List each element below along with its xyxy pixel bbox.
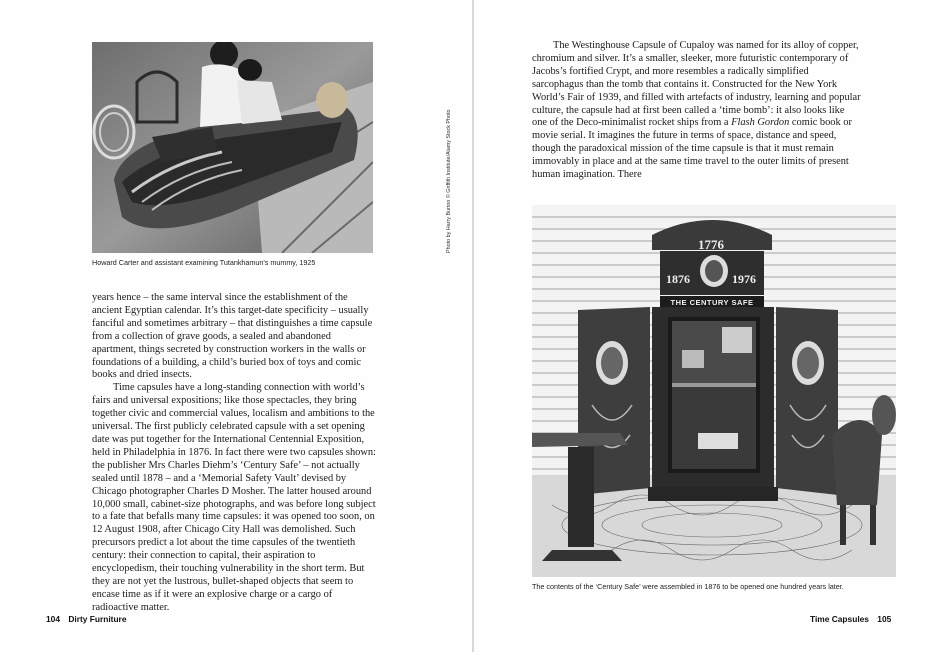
- folio-title: Time Capsules: [810, 614, 869, 624]
- page-number: 105: [877, 614, 892, 624]
- flash-gordon-title: Flash Gordon: [731, 117, 790, 129]
- century-safe-caption: The contents of the ‘Century Safe’ were assembled in 1876 to be opened one hundred years later.: [532, 582, 844, 591]
- left-page: [0, 0, 473, 652]
- carter-mummy-photo: [92, 42, 373, 253]
- folio-title: Dirty Furniture: [68, 614, 127, 624]
- year-left-label: 1876: [666, 272, 690, 286]
- paragraph-2: Time capsules have a long-standing connection with world’s fairs and universal expositions; like those spectacles, they bring together civic and commercial values, localism and ambitions to the universal. The first publicly celebrated capsule with a set opening date was put together for the International Centennial Exposition, held in Philadelphia in 1876. In fact there were two capsules shown: the publisher Mrs Charles Diehm’s ‘Century Safe’ – not actually sealed until 1878 – and a ‘Memorial Safety Vault’ devised by Chicago photographer Charles D Mosher. The latter housed around 10,000 small, cabinet-size photographs, and was before long subject to a fate that befalls many time capsules: it was opened too soon, on 12 August 1908, after Chicago City Hall was demolished. Such precursors predict a lot about the time capsules of the twentieth century: their connection to capital, their aspiration to encyclopedism, their touching vulnerability in the short term. But they are not yet the lustrous, bullet-shaped objects that seem to encase time as if it were an explosive charge or a cargo of radioactive matter.: [92, 382, 376, 613]
- left-body-text: [92, 292, 377, 615]
- paragraph-part-1: The Westinghouse Capsule of Cupaloy was named for its alloy of copper, chromium and silver. It’s a smaller, sleeker, more futuristic contemporary of Jacobs’s fortified Crypt, and more resembles a radically simplified sarcophagus than the tomb that contains it. Constructed for the New York World’s Fair of 1939, and filled with artefacts of industry, learning and popular culture, the capsule had at first been called a ‘time bomb’: it also looks like one of the Deco-minimalist rocket ships from a: [532, 40, 861, 129]
- paragraph-part-3: comic book or movie serial. It imagines the future in terms of space, distance and speed, though the paradoxical mission of the time capsule is that it must remain immovably in place and at the same time travel to the outer limits of present human imagination. There: [532, 117, 852, 181]
- folio-left: [46, 614, 126, 624]
- paragraph-1: years hence – the same interval since the establishment of the ancient Egyptian calendar. It’s this target-date specificity – usually fanciful and sometimes arbitrary – that distinguishes a time capsule from a collection of grave goods, a sealed and abandoned apartment, things secreted by construction workers in the walls or foundations of a building, a child’s buried box of toys and comic books and dried insects.: [92, 292, 373, 381]
- year-center-label: 1776: [698, 237, 724, 252]
- carter-photo-caption: Howard Carter and assistant examining Tutankhamun's mummy, 1925: [92, 258, 316, 267]
- westinghouse-paragraph: [532, 40, 862, 182]
- page-number: 104: [46, 614, 60, 624]
- right-body-text: [532, 40, 862, 182]
- right-page: [474, 0, 947, 652]
- folio-right: [810, 614, 891, 624]
- carter-photo-credit: Photo by Harry Burton © Griffith Institute/Alamy Stock Photo: [446, 109, 452, 253]
- year-right-label: 1976: [732, 272, 756, 286]
- century-safe-engraving: [532, 205, 896, 577]
- century-safe-banner: THE CENTURY SAFE: [670, 298, 754, 307]
